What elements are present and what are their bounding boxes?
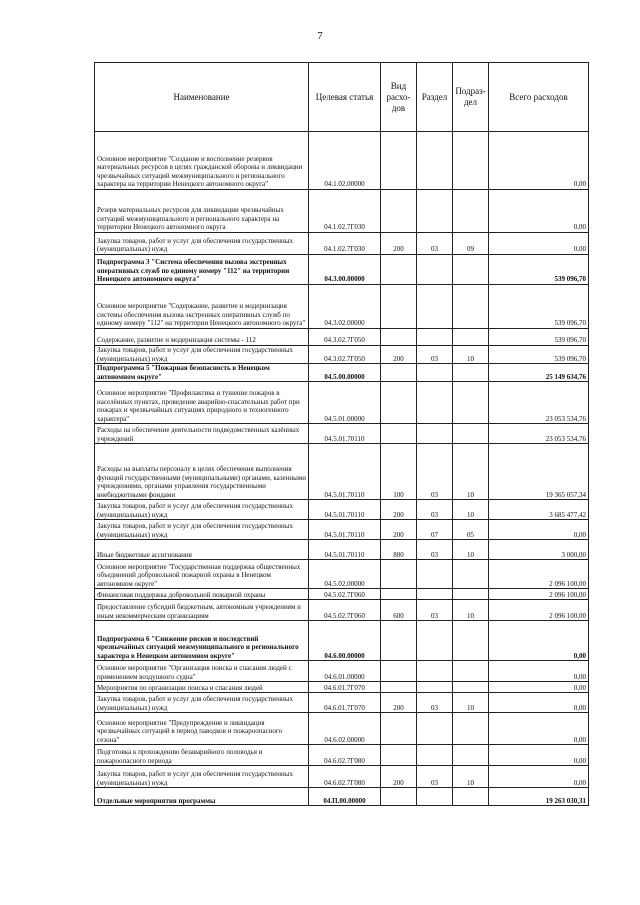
row-name: Финансовая поддержка добровольной пожарной охраны xyxy=(95,589,309,600)
row-expense-type xyxy=(381,424,417,444)
row-total: 19 263 030,31 xyxy=(489,788,589,806)
table-row xyxy=(95,329,589,346)
row-section xyxy=(417,713,453,745)
row-name: Подготовка к прохождению безаварийного половодья и пожароопасного периода xyxy=(95,745,309,766)
row-target-code: 04.1.02.00000 xyxy=(309,132,381,190)
row-name: Закупка товаров, работ и услуг для обеспечения государственных (муниципальных) нужд xyxy=(95,520,309,540)
row-total: 0,00 xyxy=(489,693,589,713)
row-expense-type xyxy=(381,713,417,745)
row-name: Основное мероприятие "Предупреждение и ликвидация чрезвычайных ситуаций в период паводков и пожароопасного сезона" xyxy=(95,713,309,745)
row-section xyxy=(417,190,453,233)
row-section xyxy=(417,682,453,693)
row-subsection: 10 xyxy=(453,444,489,500)
row-target-code: 04.5.01.70110 xyxy=(309,520,381,540)
row-total: 0,00 xyxy=(489,766,589,788)
row-subsection xyxy=(453,132,489,190)
table-row xyxy=(95,500,589,520)
row-subsection: 10 xyxy=(453,540,489,560)
row-target-code: 04.3.02.7Г050 xyxy=(309,346,381,364)
row-expense-type: 100 xyxy=(381,444,417,500)
row-total: 2 096 100,00 xyxy=(489,560,589,589)
row-section xyxy=(417,560,453,589)
row-name: Основное мероприятие "Организация поиска и спасания людей с применением воздушного судна" xyxy=(95,661,309,682)
row-name: Основное мероприятие "Государственная поддержка общественных объединений добровольной пожарной охраны в Ненецком автономном округе" xyxy=(95,560,309,589)
table-row xyxy=(95,682,589,693)
table-row xyxy=(95,382,589,424)
row-subsection xyxy=(453,589,489,600)
table-row xyxy=(95,285,589,329)
table-row xyxy=(95,424,589,444)
table-row xyxy=(95,745,589,766)
row-expense-type xyxy=(381,661,417,682)
row-total: 0,00 xyxy=(489,520,589,540)
table-row xyxy=(95,621,589,661)
row-target-code: 04.5.02.7Г060 xyxy=(309,600,381,621)
table-row xyxy=(95,540,589,560)
row-section xyxy=(417,132,453,190)
row-expense-type: 200 xyxy=(381,693,417,713)
row-expense-type xyxy=(381,560,417,589)
table-row xyxy=(95,766,589,788)
row-section xyxy=(417,589,453,600)
row-name: Основное мероприятие "Содержание, развитие и модернизация системы обеспечения вызова экстренных оперативных служб по единому номеру "112" на территории Ненецкого автономного округа" xyxy=(95,285,309,329)
row-name: Закупка товаров, работ и услуг для обеспечения государственных (муниципальных) нужд xyxy=(95,233,309,255)
row-section: 03 xyxy=(417,600,453,621)
row-name: Отдельные мероприятия программы xyxy=(95,788,309,806)
row-total: 539 096,70 xyxy=(489,346,589,364)
row-section xyxy=(417,424,453,444)
row-subsection: 10 xyxy=(453,766,489,788)
row-subsection xyxy=(453,560,489,589)
row-section xyxy=(417,329,453,346)
row-subsection xyxy=(453,788,489,806)
row-name: Содержание, развитие и модернизация системы - 112 xyxy=(95,329,309,346)
row-expense-type xyxy=(381,329,417,346)
row-target-code: 04.1.02.7Г030 xyxy=(309,190,381,233)
row-name: Подпрограмма 3 "Система обеспечения вызова экстренных оперативных служб по единому номеру "112" на территории Ненецкого автономного округа" xyxy=(95,255,309,285)
row-target-code: 04.5.02.00000 xyxy=(309,560,381,589)
row-expense-type xyxy=(381,285,417,329)
row-section: 03 xyxy=(417,444,453,500)
row-total: 3 685 477,42 xyxy=(489,500,589,520)
header-type: Вид расхо-дов xyxy=(381,63,417,132)
row-section xyxy=(417,364,453,382)
row-target-code: 04.3.02.7Г050 xyxy=(309,329,381,346)
row-subsection xyxy=(453,255,489,285)
row-total: 2 096 100,00 xyxy=(489,589,589,600)
table-row xyxy=(95,589,589,600)
row-target-code: 04.5.01.00000 xyxy=(309,382,381,424)
row-target-code: 04.5.00.00000 xyxy=(309,364,381,382)
row-expense-type xyxy=(381,788,417,806)
row-target-code: 04.3.00.00000 xyxy=(309,255,381,285)
row-target-code: 04.6.02.7Г080 xyxy=(309,766,381,788)
row-total: 19 365 057,34 xyxy=(489,444,589,500)
row-subsection xyxy=(453,329,489,346)
row-total: 2 096 100,00 xyxy=(489,600,589,621)
row-total: 539 096,70 xyxy=(489,329,589,346)
row-section: 03 xyxy=(417,693,453,713)
row-section xyxy=(417,285,453,329)
row-expense-type xyxy=(381,745,417,766)
row-section xyxy=(417,661,453,682)
row-name: Закупка товаров, работ и услуг для обеспечения государственных (муниципальных) нужд xyxy=(95,346,309,364)
row-target-code: 04.5.01.70110 xyxy=(309,424,381,444)
row-total: 0,00 xyxy=(489,745,589,766)
row-expense-type xyxy=(381,190,417,233)
row-expense-type xyxy=(381,621,417,661)
row-section: 03 xyxy=(417,500,453,520)
row-name: Закупка товаров, работ и услуг для обеспечения государственных (муниципальных) нужд xyxy=(95,500,309,520)
row-subsection xyxy=(453,285,489,329)
row-subsection xyxy=(453,621,489,661)
row-name: Закупка товаров, работ и услуг для обеспечения государственных (муниципальных) нужд xyxy=(95,693,309,713)
row-subsection xyxy=(453,364,489,382)
row-expense-type: 200 xyxy=(381,346,417,364)
row-total: 0,00 xyxy=(489,682,589,693)
row-target-code: 04.5.01.70110 xyxy=(309,500,381,520)
row-target-code: 04.6.01.00000 xyxy=(309,661,381,682)
row-expense-type xyxy=(381,382,417,424)
table-row xyxy=(95,520,589,540)
row-total: 0,00 xyxy=(489,132,589,190)
table-row xyxy=(95,233,589,255)
row-subsection: 09 xyxy=(453,233,489,255)
row-total: 3 000,00 xyxy=(489,540,589,560)
row-target-code: 04.5.01.70110 xyxy=(309,444,381,500)
row-total: 0,00 xyxy=(489,233,589,255)
row-total: 23 053 534,76 xyxy=(489,424,589,444)
row-expense-type: 600 xyxy=(381,600,417,621)
row-total: 0,00 xyxy=(489,661,589,682)
row-section: 07 xyxy=(417,520,453,540)
row-expense-type xyxy=(381,132,417,190)
row-expense-type xyxy=(381,589,417,600)
row-name: Предоставление субсидий бюджетным, автономным учреждениям и иным некоммерческим организациям xyxy=(95,600,309,621)
table-row xyxy=(95,788,589,806)
row-subsection: 10 xyxy=(453,600,489,621)
header-total: Всего расходов xyxy=(489,63,589,132)
row-subsection: 05 xyxy=(453,520,489,540)
table-row xyxy=(95,661,589,682)
row-target-code: 04.1.02.7Г030 xyxy=(309,233,381,255)
row-section xyxy=(417,788,453,806)
row-section xyxy=(417,621,453,661)
row-target-code: 04.6.01.7Г070 xyxy=(309,693,381,713)
row-name: Резерв материальных ресурсов для ликвидации чрезвычайных ситуаций межмуниципального и регионального характера на территории Ненецкого автономного округа xyxy=(95,190,309,233)
table-body xyxy=(95,132,589,806)
row-expense-type: 200 xyxy=(381,766,417,788)
table-row xyxy=(95,346,589,364)
row-section: 03 xyxy=(417,540,453,560)
row-expense-type: 800 xyxy=(381,540,417,560)
row-section xyxy=(417,382,453,424)
row-section: 03 xyxy=(417,233,453,255)
table-row xyxy=(95,600,589,621)
row-total: 0,00 xyxy=(489,621,589,661)
row-subsection xyxy=(453,682,489,693)
row-name: Подпрограмма 6 "Снижение рисков и последствий чрезвычайных ситуаций межмуниципального и регионального характера в Ненецком автономном округе" xyxy=(95,621,309,661)
row-total: 539 096,70 xyxy=(489,285,589,329)
row-subsection: 10 xyxy=(453,500,489,520)
row-target-code: 04.5.02.7Г060 xyxy=(309,589,381,600)
budget-table xyxy=(94,62,589,806)
row-target-code: 04.5.01.70110 xyxy=(309,540,381,560)
row-subsection xyxy=(453,424,489,444)
row-target-code: 04.6.01.7Г070 xyxy=(309,682,381,693)
row-name: Закупка товаров, работ и услуг для обеспечения государственных (муниципальных) нужд xyxy=(95,766,309,788)
header-section: Раздел xyxy=(417,63,453,132)
row-subsection xyxy=(453,745,489,766)
row-expense-type xyxy=(381,682,417,693)
row-subsection: 10 xyxy=(453,693,489,713)
row-section xyxy=(417,745,453,766)
header-target: Целевая статья xyxy=(309,63,381,132)
row-subsection xyxy=(453,190,489,233)
row-expense-type xyxy=(381,364,417,382)
row-subsection xyxy=(453,382,489,424)
page-number: 7 xyxy=(317,30,323,42)
row-subsection xyxy=(453,661,489,682)
row-expense-type: 200 xyxy=(381,520,417,540)
table-row xyxy=(95,713,589,745)
table-row xyxy=(95,693,589,713)
row-name: Расходы на обеспечение деятельности подведомственных казённых учреждений xyxy=(95,424,309,444)
row-expense-type: 200 xyxy=(381,500,417,520)
header-subsection: Подраз-дел xyxy=(453,63,489,132)
header-name: Наименование xyxy=(95,63,309,132)
table-row xyxy=(95,190,589,233)
row-subsection: 10 xyxy=(453,346,489,364)
row-target-code: 04.6.02.00000 xyxy=(309,713,381,745)
row-expense-type xyxy=(381,255,417,285)
table-row xyxy=(95,444,589,500)
row-target-code: 04.6.00.00000 xyxy=(309,621,381,661)
row-section: 03 xyxy=(417,766,453,788)
row-target-code: 04.6.02.7Г080 xyxy=(309,745,381,766)
row-target-code: 04.3.02.00000 xyxy=(309,285,381,329)
row-section xyxy=(417,255,453,285)
row-name: Основное мероприятие "Профилактика и тушение пожаров в населённых пунктах, проведение аварийно-спасательных работ при пожарах и чрезвычайных ситуациях природного и техногенного характера" xyxy=(95,382,309,424)
row-total: 23 053 534,76 xyxy=(489,382,589,424)
row-name: Расходы на выплаты персоналу в целях обеспечения выполнения функций государственными (муниципальными) органами, казенными учреждениями, органами управления государственными внебюджетными фондами xyxy=(95,444,309,500)
table-row xyxy=(95,132,589,190)
row-total: 0,00 xyxy=(489,713,589,745)
row-name: Основное мероприятие "Создание и восполнение резервов материальных ресурсов в целях гражданской обороны и ликвидации чрезвычайных ситуаций межмуниципального и регионального характера на территории Ненецкого автономного округа" xyxy=(95,132,309,190)
row-target-code: 04.П.00.00000 xyxy=(309,788,381,806)
row-name: Мероприятия по организации поиска и спасания людей xyxy=(95,682,309,693)
table-row xyxy=(95,364,589,382)
row-subsection xyxy=(453,713,489,745)
row-total: 25 149 634,76 xyxy=(489,364,589,382)
row-total: 539 096,70 xyxy=(489,255,589,285)
table-row xyxy=(95,255,589,285)
row-section: 03 xyxy=(417,346,453,364)
row-expense-type: 200 xyxy=(381,233,417,255)
row-name: Подпрограмма 5 "Пожарная безопасность в Ненецком автономном округе" xyxy=(95,364,309,382)
row-total: 0,00 xyxy=(489,190,589,233)
row-name: Иные бюджетные ассигнования xyxy=(95,540,309,560)
table-row xyxy=(95,560,589,589)
table-header-row xyxy=(95,63,589,132)
